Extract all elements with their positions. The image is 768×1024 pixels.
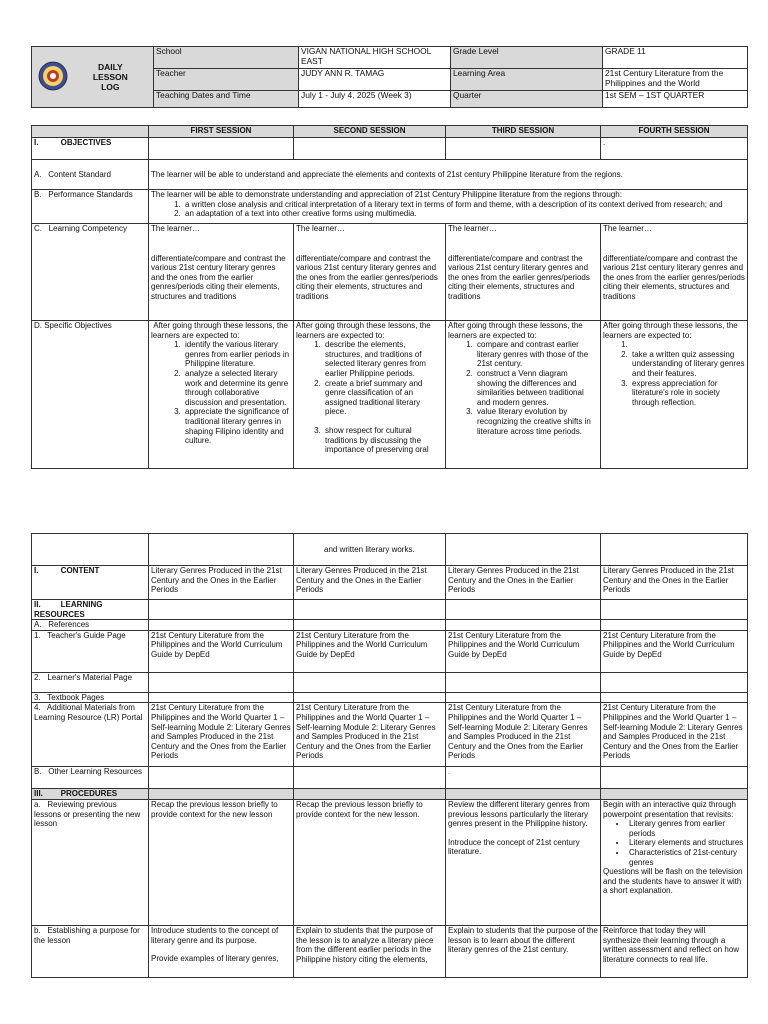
teachers-guide-s3: 21st Century Literature from the Philippines and the World Curriculum Guide by DepEd [446,630,601,672]
content-s3: Literary Genres Produced in the 21st Century and the Ones in the Earlier Periods [446,566,601,600]
specific-intro: After going through these lessons, the learners are expected to: [603,321,738,340]
purpose-s4: Reinforce that today they will synthesize their learning through a written assessment and reflect on how literature connects to real life. [601,925,748,977]
specific-item: 2. create a brief summary and genre classification of an assigned traditional literary piece. [323,379,443,417]
competency-text: differentiate/compare and contrast the various 21st century literary genres and the ones from the earlier genres/periods citing their elements, structures and traditions [603,253,745,301]
competency-text: differentiate/compare and contrast the various 21st century literary genres and the ones from the earlier genres/periods citing their elements, structures and traditions [448,253,590,301]
quarter-label: Quarter [451,91,603,108]
learners-material-label: 2. Learner's Material Page [32,672,149,692]
deped-seal-icon [38,61,68,94]
other-resources-label: B. Other Learning Resources [32,767,149,789]
content-standard-label: A. Content Standard [32,160,149,190]
specific-item: 1. describe the elements, structures, and traditions of selected literary genres from earlier Philippine periods. [323,340,443,378]
objectives-heading: I. OBJECTIVES [32,138,149,160]
teachers-guide-s2: 21st Century Literature from the Philippines and the World Curriculum Guide by DepEd [294,630,446,672]
reviewing-s4 [601,799,748,925]
specific-s3 [446,321,601,469]
session-header-1: FIRST SESSION [149,126,294,138]
objectives-table [31,125,748,469]
references-label: A. References [32,620,149,631]
purpose-s1 [149,925,294,977]
school-label: School [154,47,299,69]
competency-lead: The learner… [296,224,345,233]
specific-item: 2. analyze a selected literary work and determine its genre through collaborative discussion and presentation. [183,369,291,407]
competency-lead: The learner… [448,224,497,233]
purpose-s3: Explain to students that the purpose of the lesson is to learn about the different literary genres of the 21st century. [446,925,601,977]
logo-cell [32,47,154,108]
competency-lead: The learner… [603,224,652,233]
competency-s1 [149,224,294,321]
header-table [31,46,748,108]
learning-resources-heading: II. LEARNING RESOURCES [32,600,149,620]
content-s4: Literary Genres Produced in the 21st Century and the Ones in the Earlier Periods [601,566,748,600]
grade-label: Grade Level [451,47,603,69]
session-header-3: THIRD SESSION [446,126,601,138]
performance-intro: The learner will be able to demonstrate understanding and appreciation of 21st Century Philippine literature from the regions through: [151,190,622,199]
content-heading: I. CONTENT [32,566,149,600]
specific-item: 1. identify the various literary genres from earlier periods in Philippine literature. [183,340,291,369]
performance-standards-label: B. Performance Standards [32,190,149,224]
content-s2: Literary Genres Produced in the 21st Century and the Ones in the Earlier Periods [294,566,446,600]
specific-s4 [601,321,748,469]
purpose-label: b. Establishing a purpose for the lesson [32,925,149,977]
reviewing-s4-item: • Literary genres from earlier periods [627,819,745,838]
procedures-heading: III. PROCEDURES [32,789,149,800]
continued-text: and written literary works. [294,534,446,566]
reviewing-s4-intro: Begin with an interactive quiz through powerpoint presentation that revisits: [603,799,736,819]
teacher-value: JUDY ANN R. TAMAG [299,69,451,91]
dates-label: Teaching Dates and Time [154,91,299,108]
performance-item: 2. an adaptation of a text into other creative forms using multimedia. [183,209,745,219]
specific-intro: After going through these lessons, the learners are expected to: [151,321,291,340]
lr-portal-s4: 21st Century Literature from the Philippines and the World Quarter 1 – Self-learning Module 2: Literary Genres and Samples Produced in the 21st Century and the Ones from the Earlier Periods [601,703,748,767]
teachers-guide-s4: 21st Century Literature from the Philippines and the World Curriculum Guide by DepEd [601,630,748,672]
lr-portal-s2: 21st Century Literature from the Philippines and the World Quarter 1 – Self-learning Module 2: Literary Genres and Samples Produced in the 21st Century and the Ones from the Earlier Periods [294,703,446,767]
learning-area-value: 21st Century Literature from the Philippines and the World [603,69,748,91]
competency-text: differentiate/compare and contrast the various 21st century literary genres and the ones from the earlier genres/periods citing their elements, structures and traditions [151,253,286,301]
grade-value: GRADE 11 [603,47,748,69]
reviewing-label: a. Reviewing previous lessons or presenting the new lesson [32,799,149,925]
log-title-lesson: LESSON [92,72,128,82]
reviewing-s1: Recap the previous lesson briefly to provide context for the new lesson [149,799,294,925]
reviewing-s4-item: • Characteristics of 21st-century genres [627,848,745,867]
learning-area-label: Learning Area [451,69,603,91]
reviewing-s3 [446,799,601,925]
competency-s3 [446,224,601,321]
reviewing-s4-end: Questions will be flash on the television and the students have to answer it with a short explanation. [603,867,743,896]
lr-portal-label: 4. Additional Materials from Learning Resource (LR) Portal [32,703,149,767]
session-header-4: FOURTH SESSION [601,126,748,138]
log-title-daily: DAILY [97,62,123,72]
specific-item: 3. value literary evolution by recognizing the creative shifts in literature across time periods. [475,407,598,436]
specific-intro: After going through these lessons, the learners are expected to: [296,321,431,340]
teacher-label: Teacher [154,69,299,91]
teachers-guide-s1: 21st Century Literature from the Philippines and the World Curriculum Guide by DepEd [149,630,294,672]
purpose-s2: Explain to students that the purpose of the lesson is to analyze a literary piece from the different earlier periods in the Philippine history citing the elements, [294,925,446,977]
competency-lead: The learner… [151,224,200,233]
specific-item: 1. compare and contrast earlier literary genres with those of the 21st century. [475,340,598,369]
competency-s4 [601,224,748,321]
reviewing-s3-intro: Introduce the concept of 21st century literature. [448,837,580,857]
school-value: VIGAN NATIONAL HIGH SCHOOL EAST [299,47,451,69]
other-resources-s3: . [446,767,601,789]
competency-text: differentiate/compare and contrast the various 21st century literary genres and the ones from the earlier genres/periods citing their elements, structures and traditions [296,253,438,301]
competency-s2 [294,224,446,321]
log-title-log: LOG [101,82,120,92]
specific-item: 3. appreciate the significance of traditional literary genres in shaping Filipino identity and culture. [183,407,291,445]
procedures-table [31,533,748,978]
purpose-s1-text: Introduce students to the concept of literary genre and its purpose. [151,925,279,945]
teachers-guide-label: 1. Teacher's Guide Page [32,630,149,672]
performance-standards-cell [149,190,748,224]
content-s1: Literary Genres Produced in the 21st Century and the Ones in the Earlier Periods [149,566,294,600]
objectives-s4: . [601,138,748,160]
specific-item: 3. express appreciation for literature's role in society through reflection. [630,379,745,408]
specific-item [630,340,745,350]
textbook-pages-label: 3. Textbook Pages [32,692,149,703]
specific-item: 2. construct a Venn diagram showing the differences and similarities between traditional and modern genres. [475,369,598,407]
specific-item: 2. take a written quiz assessing understanding of literary genres and their features. [630,350,745,379]
competency-label: C. Learning Competency [32,224,149,321]
session-header-2: SECOND SESSION [294,126,446,138]
lr-portal-s1: 21st Century Literature from the Philippines and the World Quarter 1 – Self-learning Module 2: Literary Genres and Samples Produced in the 21st Century and the Ones from the Earlier Periods [149,703,294,767]
lr-portal-s3: 21st Century Literature from the Philippines and the World Quarter 1 – Self-learning Module 2: Literary Genres and Samples Produced in the 21st Century and the Ones from the Earlier Periods [446,703,601,767]
dates-value: July 1 - July 4, 2025 (Week 3) [299,91,451,108]
specific-objectives-label: D. Specific Objectives [32,321,149,469]
specific-intro: After going through these lessons, the learners are expected to: [448,321,583,340]
performance-item: 1. a written close analysis and critical interpretation of a literary text in terms of form and theme, with a description of its context derived from research; and [183,200,745,210]
quarter-value: 1st SEM – 1ST QUARTER [603,91,748,108]
reviewing-s4-item: • Literary elements and structures [627,838,745,848]
purpose-s1-examples: Provide examples of literary genres, [151,954,279,964]
specific-s1 [149,321,294,469]
specific-item: 3. show respect for cultural traditions by discussing the importance of preserving oral [323,426,443,455]
reviewing-s2: Recap the previous lesson briefly to provide context for the new lesson. [294,799,446,925]
specific-s2 [294,321,446,469]
reviewing-s3-text: Review the different literary genres from previous lessons particularly the literary genres present in the Philippine history. [448,799,590,829]
content-standard-text: The learner will be able to understand and appreciate the elements and contexts of 21st century Philippine literature from the regions. [149,160,748,190]
